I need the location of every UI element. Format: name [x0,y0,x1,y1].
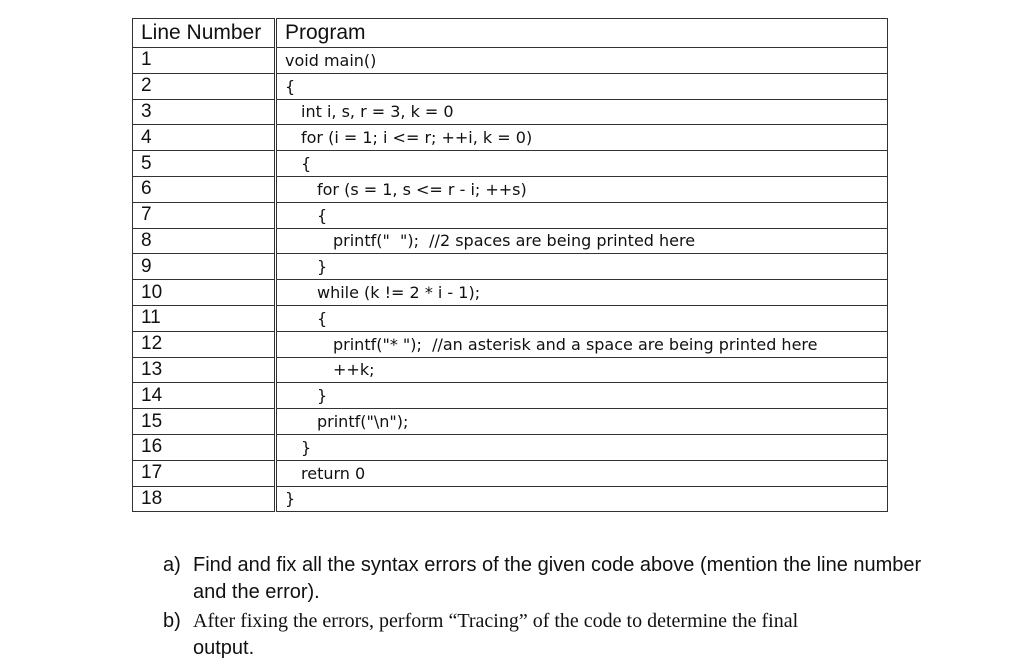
questions-list [163,552,923,664]
question-text-tail: output. [193,637,255,659]
code-row [133,48,888,74]
code-line: { [276,73,888,99]
code-row [133,99,888,125]
code-line: for (i = 1; i <= r; ++i, k = 0) [276,125,888,151]
code-row [133,254,888,280]
code-row [133,460,888,486]
code-row [133,125,888,151]
code-line: int i, s, r = 3, k = 0 [276,99,888,125]
code-line: printf("\n"); [276,409,888,435]
question-text: Find and fix all the syntax errors of the given code above (mention the line number and the error). [193,554,922,603]
code-line: while (k != 2 * i - 1); [276,280,888,306]
question-a [163,552,923,606]
line-number: 13 [133,357,276,383]
line-number: 8 [133,228,276,254]
code-line: } [276,254,888,280]
line-number: 2 [133,73,276,99]
line-number: 5 [133,151,276,177]
header-line-number: Line Number [133,19,276,48]
line-number: 12 [133,331,276,357]
code-row [133,228,888,254]
code-line: void main() [276,48,888,74]
code-line: } [276,486,888,512]
line-number: 17 [133,460,276,486]
code-row [133,357,888,383]
code-line: { [276,305,888,331]
line-number: 1 [133,48,276,74]
code-row [133,151,888,177]
line-number: 18 [133,486,276,512]
code-row [133,331,888,357]
code-row [133,409,888,435]
line-number: 11 [133,305,276,331]
question-text [193,608,923,662]
question-text-serif: After fixing the errors, perform “Tracing” of the code to determine the final [193,610,799,632]
line-number: 10 [133,280,276,306]
line-number: 6 [133,176,276,202]
header-program: Program [276,19,888,48]
table-header-row [133,19,888,48]
line-number: 9 [133,254,276,280]
code-row [133,305,888,331]
line-number: 7 [133,202,276,228]
line-number: 3 [133,99,276,125]
code-line: { [276,151,888,177]
code-row [133,434,888,460]
code-row [133,176,888,202]
code-row [133,202,888,228]
code-line: printf(" "); //2 spaces are being printed here [276,228,888,254]
code-row [133,486,888,512]
line-number: 4 [133,125,276,151]
question-letter: b) [163,610,181,632]
code-line: } [276,383,888,409]
code-row [133,280,888,306]
code-row [133,73,888,99]
code-table [132,18,888,512]
line-number: 14 [133,383,276,409]
code-line: { [276,202,888,228]
code-line: ++k; [276,357,888,383]
code-line: return 0 [276,460,888,486]
question-letter: a) [163,554,181,576]
question-b [163,608,923,662]
code-row [133,383,888,409]
line-number: 15 [133,409,276,435]
code-line: } [276,434,888,460]
line-number: 16 [133,434,276,460]
code-line: for (s = 1, s <= r - i; ++s) [276,176,888,202]
code-line: printf("* "); //an asterisk and a space are being printed here [276,331,888,357]
